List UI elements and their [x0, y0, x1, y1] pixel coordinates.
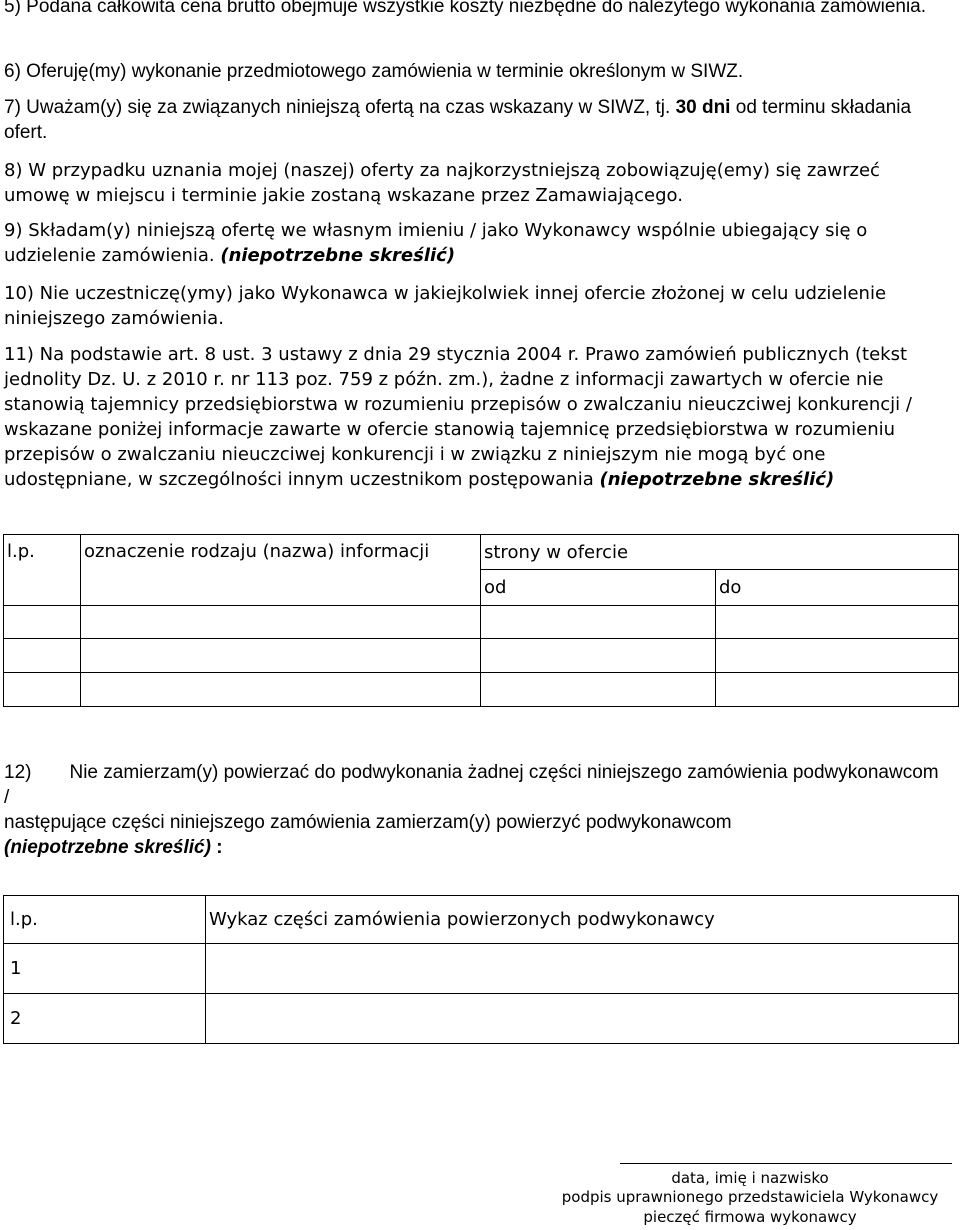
paragraph-9-note: (niepotrzebne skreślić): [220, 245, 456, 266]
paragraph-12-line1: Nie zamierzam(y) powierzać do podwykonania żadnej części niniejszego zamówienia podwykonawcom /: [4, 762, 939, 808]
empty-cell[interactable]: [4, 606, 81, 639]
row-number: 1: [4, 944, 206, 994]
empty-cell[interactable]: [716, 639, 959, 673]
table-header-row: [4, 535, 959, 570]
signature-caption-1: data, imię i nazwisko: [671, 1169, 829, 1187]
header-from: od: [481, 570, 716, 606]
paragraph-10: 10) Nie uczestniczę(ymy) jako Wykonawca w jakiejkolwiek innej ofercie złożonej w celu udzielenie niniejszego zamówienia.: [4, 283, 887, 329]
paragraph-9-text: 9) Składam(y) niniejszą ofertę we własnym imieniu / jako Wykonawcy wspólnie ubiegający się o udzielenie zamówienia.: [4, 220, 868, 266]
header-lp: l.p.: [4, 535, 81, 606]
table-row: [4, 606, 959, 639]
subcontractor-table: [3, 895, 959, 1044]
paragraph-11: [4, 342, 946, 492]
header-lp: l.p.: [4, 896, 206, 944]
paragraph-12-number: 12): [4, 762, 32, 783]
paragraph-8: 8) W przypadku uznania mojej (naszej) oferty za najkorzystniejszą zobowiązuję(emy) się zawrzeć umowę w miejscu i terminie jakie zostaną wskazane przez Zamawiającego.: [4, 160, 880, 206]
paragraph-7-text: 7) Uważam(y) się za związanych niniejszą ofertą na czas wskazany w SIWZ, tj.: [4, 97, 676, 118]
signature-caption-2: podpis uprawnionego przedstawiciela Wykonawcy: [561, 1188, 939, 1206]
paragraph-6: 6) Oferuję(my) wykonanie przedmiotowego zamówienia w terminie określonym w SIWZ.: [4, 61, 744, 82]
paragraph-11-text: 11) Na podstawie art. 8 ust. 3 ustawy z dnia 29 stycznia 2004 r. Prawo zamówień publicznych (tekst jednolity Dz. U. z 2010 r. nr 113 poz. 759 z późn. zm.), żadne z informacji zawartych w ofercie nie stanowią tajemnicy przedsiębiorstwa w rozumieniu przepisów o zwalczaniu nieuczciwej konkurencji / wskazane poniżej informacje zawarte w ofercie stanowią tajemnicę przedsiębiorstwa w rozumieniu przepisów o zwalczaniu nieuczciwej konkurencji i w związku z niniejszym nie mogą być one udostępniane, w szczególności innym uczestnikom postępowania: [4, 344, 912, 490]
empty-cell[interactable]: [206, 994, 959, 1044]
table-header-row: [4, 896, 959, 944]
empty-cell[interactable]: [81, 639, 481, 673]
signature-line: [620, 1163, 952, 1164]
paragraph-12-colon: :: [210, 837, 223, 858]
signature-caption-3: pieczęć firmowa wykonawcy: [643, 1208, 857, 1226]
header-to: do: [716, 570, 959, 606]
paragraph-7: [4, 95, 946, 145]
empty-cell[interactable]: [81, 606, 481, 639]
table-row: [4, 994, 959, 1044]
header-pages: strony w ofercie: [481, 535, 959, 570]
row-number: 2: [4, 994, 206, 1044]
paragraph-9: [4, 218, 946, 268]
paragraph-7-term: 30 dni: [675, 97, 731, 118]
empty-cell[interactable]: [81, 673, 481, 707]
empty-cell[interactable]: [4, 673, 81, 707]
empty-cell[interactable]: [716, 673, 959, 707]
table-row: [4, 673, 959, 707]
trade-secret-table: [3, 534, 959, 707]
paragraph-12-note: (niepotrzebne skreślić): [4, 837, 211, 858]
table-row: [4, 639, 959, 673]
empty-cell[interactable]: [481, 639, 716, 673]
table-row: [4, 944, 959, 994]
paragraph-11-note: (niepotrzebne skreślić): [599, 469, 835, 490]
paragraph-12: [4, 760, 946, 860]
empty-cell[interactable]: [716, 606, 959, 639]
empty-cell[interactable]: [481, 606, 716, 639]
header-subcontracted-parts: Wykaz części zamówienia powierzonych podwykonawcy: [206, 896, 959, 944]
empty-cell[interactable]: [206, 944, 959, 994]
header-info-name: oznaczenie rodzaju (nazwa) informacji: [81, 535, 481, 606]
paragraph-5: 5) Podana całkowita cena brutto obejmuje wszystkie koszty niezbędne do należytego wykonania zamówienia.: [4, 0, 927, 17]
paragraph-7-tail: od terminu składania ofert.: [4, 97, 912, 143]
empty-cell[interactable]: [4, 639, 81, 673]
paragraph-12-line2: następujące części niniejszego zamówienia zamierzam(y) powierzyć podwykonawcom: [4, 812, 732, 833]
empty-cell[interactable]: [481, 673, 716, 707]
